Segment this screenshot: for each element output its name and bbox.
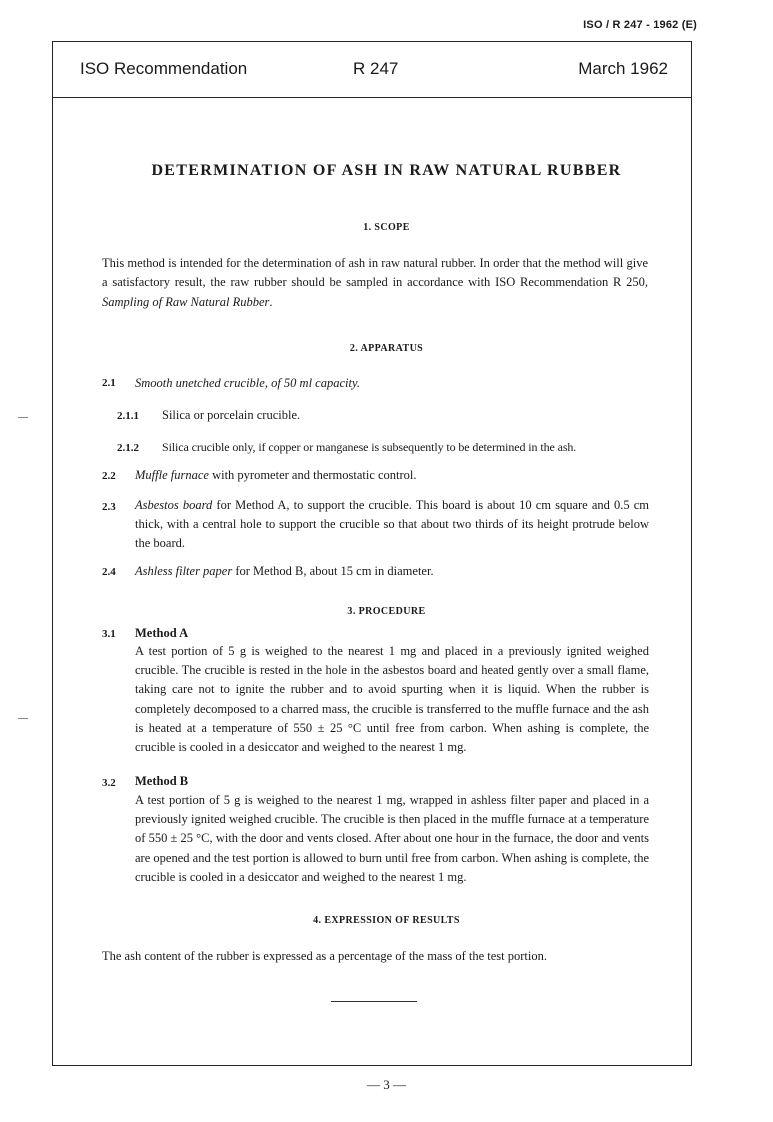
apparatus-crucible-text: Smooth unetched crucible, of 50 ml capacity. (135, 376, 360, 390)
apparatus-filter-paper (135, 562, 650, 581)
item-number: 2.1.1 (117, 410, 139, 422)
apparatus-crucible (135, 374, 650, 393)
apparatus-asbestos-board-text: for Method A, to support the crucible. This board is about 10 cm square and 0.5 cm thick, with a central hole to support the crucible so that about two thirds of its height protrude below the board. (135, 498, 650, 550)
apparatus-asbestos-board-term: Asbestos board (135, 498, 213, 512)
scope-text-end: . (269, 294, 273, 309)
method-a-text: A test portion of 5 g is weighed to the nearest 1 mg and placed in a previously ignited weighed crucible. The crucible is rested in the hole in the asbestos board and heated gently over a small flame, taking care not to ignite the rubber and to avoid spurting when it is liquid. When the rubber is completely decomposed to a charred mass, the crucible is transferred to the muffle furnace and the ash is heated at a temperature of 550 ± 25 °C until free from carbon. When ashing is complete, the crucible is cooled in a desiccator and weighed to the nearest 1 mg. (135, 644, 649, 755)
section-heading-apparatus: 2. APPARATUS (349, 343, 424, 354)
apparatus-crucible-option-2: Silica crucible only, if copper or manganese is subsequently to be determined in the ash. (162, 440, 577, 454)
page-number: — 3 — (367, 1077, 406, 1092)
scope-reference-title: Sampling of Raw Natural Rubber (102, 294, 270, 309)
section-heading-results: 4. EXPRESSION OF RESULTS (313, 915, 460, 926)
method-b-title: Method B (135, 774, 189, 788)
document-reference: ISO / R 247 - 1962 (E) (583, 19, 697, 31)
item-number: 2.1 (102, 377, 116, 389)
header-date: March 1962 (578, 59, 668, 78)
item-number: 3.1 (102, 628, 116, 640)
section-heading-procedure: 3. PROCEDURE (347, 606, 426, 617)
item-number: 2.3 (102, 501, 116, 513)
method-b-text: A test portion of 5 g is weighed to the nearest 1 mg, wrapped in ashless filter paper and placed in a previously ignited weighed crucible. The crucible is then placed in the muffle furnace at a temperature of 550 ± 25 °C, with the door and vents closed. After about one hour in the furnace, the door and vents are opened and the test portion is allowed to burn until free from carbon. When ashing is complete, the crucible is cooled in a desiccator and weighed to the nearest 1 mg. (135, 793, 649, 884)
item-number: 2.2 (102, 470, 116, 482)
apparatus-muffle-furnace (135, 466, 650, 485)
method-a-title: Method A (135, 626, 189, 640)
scope-paragraph (102, 254, 648, 312)
apparatus-filter-paper-text: for Method B, about 15 cm in diameter. (232, 564, 434, 578)
apparatus-muffle-furnace-term: Muffle furnace (135, 468, 209, 482)
results-paragraph: The ash content of the rubber is expressed as a percentage of the mass of the test portion. (102, 949, 547, 963)
document-title: DETERMINATION OF ASH IN RAW NATURAL RUBBER (151, 162, 622, 179)
end-rule (331, 1001, 417, 1002)
header-number: R 247 (353, 59, 399, 78)
item-number: 3.2 (102, 777, 116, 789)
apparatus-filter-paper-term: Ashless filter paper (135, 564, 233, 578)
header-series: ISO Recommendation (80, 59, 248, 78)
section-heading-scope: 1. SCOPE (363, 222, 410, 233)
header-bar (53, 42, 691, 98)
apparatus-asbestos-board (135, 496, 649, 552)
apparatus-muffle-furnace-text: with pyrometer and thermostatic control. (208, 468, 417, 482)
margin-mark (18, 417, 28, 418)
apparatus-crucible-option-1: Silica or porcelain crucible. (162, 408, 301, 422)
item-number: 2.1.2 (117, 442, 139, 454)
item-number: 2.4 (102, 566, 116, 578)
scope-text: This method is intended for the determination of ash in raw natural rubber. In order that the method will give a satisfactory result, the raw rubber should be sampled in accordance with ISO Recommendation R 250, (102, 256, 648, 290)
margin-mark (18, 718, 28, 719)
page-frame (52, 41, 692, 1066)
